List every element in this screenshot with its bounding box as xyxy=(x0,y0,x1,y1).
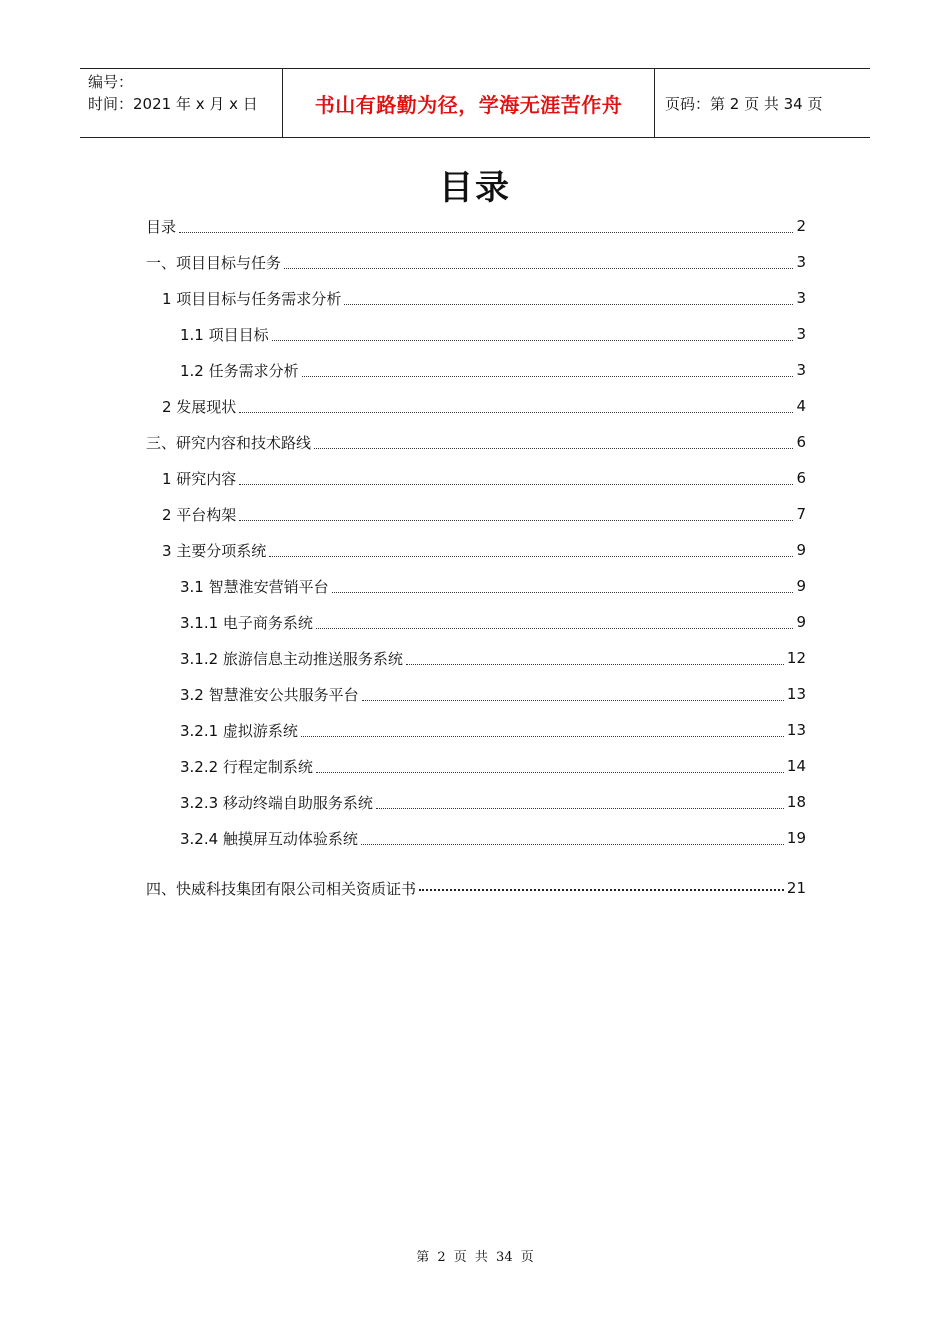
toc-leader-dots xyxy=(302,376,794,377)
toc-entry-page: 21 xyxy=(786,879,806,897)
toc-entry-label: 3.2.3 移动终端自助服务系统 xyxy=(180,793,373,812)
toc-entry-label: 2 平台构架 xyxy=(162,505,237,524)
toc-entry[interactable] xyxy=(146,784,806,820)
toc-entry-label: 3.2.4 触摸屏互动体验系统 xyxy=(180,829,358,848)
toc-entry-page: 3 xyxy=(796,253,806,271)
toc-leader-dots xyxy=(376,808,784,809)
toc-entry-page: 3 xyxy=(796,361,806,379)
toc-entry[interactable] xyxy=(146,352,806,388)
toc-entry-page: 13 xyxy=(786,685,806,703)
toc-entry-page: 19 xyxy=(786,829,806,847)
toc-leader-dots xyxy=(269,556,793,557)
toc-entry[interactable] xyxy=(146,532,806,568)
toc-entry-label: 1.1 项目目标 xyxy=(180,325,269,344)
toc-entry[interactable] xyxy=(146,820,806,856)
toc-entry[interactable] xyxy=(146,208,806,244)
toc-entry-page: 6 xyxy=(796,469,806,487)
toc-entry[interactable] xyxy=(146,460,806,496)
time-label: 时间：2021 年 x 月 x 日 xyxy=(88,95,258,113)
toc-entry-label: 2 发展现状 xyxy=(162,397,237,416)
toc-entry[interactable] xyxy=(146,388,806,424)
toc-entry-page: 7 xyxy=(796,505,806,523)
toc-entry[interactable] xyxy=(146,280,806,316)
toc-entry-label: 3.1.1 电子商务系统 xyxy=(180,613,313,632)
toc-entry[interactable] xyxy=(146,316,806,352)
toc-entry-page: 18 xyxy=(786,793,806,811)
toc-entry[interactable] xyxy=(146,640,806,676)
toc-leader-dots xyxy=(316,772,784,773)
toc-leader-dots xyxy=(344,304,793,305)
table-of-contents xyxy=(146,208,806,906)
toc-entry-page: 4 xyxy=(796,397,806,415)
toc-entry[interactable] xyxy=(146,604,806,640)
toc-entry-label: 1 研究内容 xyxy=(162,469,237,488)
header-left-cell xyxy=(80,69,282,137)
toc-entry-page: 6 xyxy=(796,433,806,451)
motto: 书山有路勤为径，学海无涯苦作舟 xyxy=(282,69,655,137)
toc-leader-dots xyxy=(239,520,793,521)
toc-entry[interactable] xyxy=(146,748,806,784)
toc-leader-dots xyxy=(406,664,784,665)
toc-entry[interactable] xyxy=(146,424,806,460)
toc-leader-dots xyxy=(332,592,794,593)
toc-entry[interactable] xyxy=(146,676,806,712)
toc-entry-label: 四、快威科技集团有限公司相关资质证书 xyxy=(146,879,417,898)
toc-leader-dots xyxy=(419,889,784,891)
toc-entry-label: 3.2 智慧淮安公共服务平台 xyxy=(180,685,359,704)
toc-entry-label: 1.2 任务需求分析 xyxy=(180,361,299,380)
toc-leader-dots xyxy=(361,844,784,845)
toc-entry-page: 13 xyxy=(786,721,806,739)
toc-leader-dots xyxy=(239,484,793,485)
toc-entry[interactable] xyxy=(146,568,806,604)
toc-entry-label: 目录 xyxy=(146,217,177,236)
toc-entry-last[interactable] xyxy=(146,870,806,906)
toc-entry-label: 3.1.2 旅游信息主动推送服务系统 xyxy=(180,649,403,668)
toc-entry-label: 三、研究内容和技术路线 xyxy=(146,433,312,452)
toc-entry-page: 3 xyxy=(796,289,806,307)
toc-entry[interactable] xyxy=(146,244,806,280)
toc-entry-label: 3.2.1 虚拟游系统 xyxy=(180,721,298,740)
toc-entry-page: 3 xyxy=(796,325,806,343)
toc-leader-dots xyxy=(239,412,793,413)
toc-leader-dots xyxy=(301,736,784,737)
toc-leader-dots xyxy=(362,700,784,701)
toc-leader-dots xyxy=(179,232,793,233)
toc-entry-page: 9 xyxy=(796,613,806,631)
header-table xyxy=(80,68,870,138)
toc-entry-page: 2 xyxy=(796,217,806,235)
toc-leader-dots xyxy=(314,448,793,449)
toc-entry-label: 3.2.2 行程定制系统 xyxy=(180,757,313,776)
page-title: 目录 xyxy=(439,168,511,208)
toc-entry-label: 3 主要分项系统 xyxy=(162,541,267,560)
toc-entry[interactable] xyxy=(146,496,806,532)
toc-entry-page: 12 xyxy=(786,649,806,667)
toc-entry-label: 一、项目目标与任务 xyxy=(146,253,282,272)
page-info: 页码：第 2 页 共 34 页 xyxy=(665,94,823,113)
code-label: 编号： xyxy=(88,73,134,91)
toc-leader-dots xyxy=(272,340,794,341)
toc-entry-label: 1 项目目标与任务需求分析 xyxy=(162,289,342,308)
toc-entry-page: 14 xyxy=(786,757,806,775)
toc-entry-page: 9 xyxy=(796,541,806,559)
toc-entry[interactable] xyxy=(146,712,806,748)
page-footer: 第 2 页 共 34 页 xyxy=(416,1250,534,1265)
toc-entry-label: 3.1 智慧淮安营销平台 xyxy=(180,577,329,596)
toc-leader-dots xyxy=(284,268,793,269)
toc-entry-page: 9 xyxy=(796,577,806,595)
toc-leader-dots xyxy=(316,628,794,629)
